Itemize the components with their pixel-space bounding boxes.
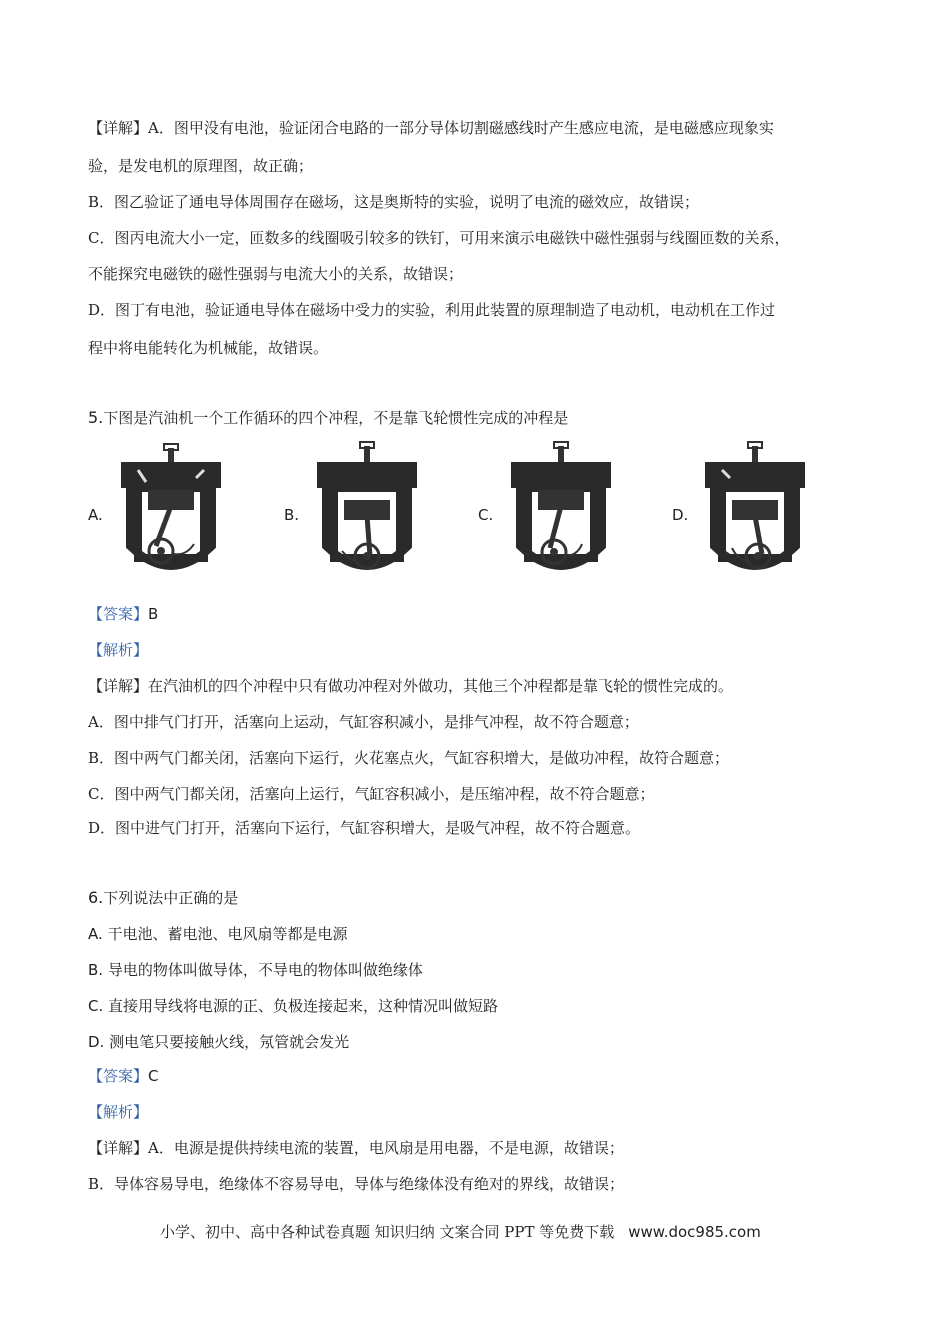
- q5-detail-b: B．图中两气门都关闭，活塞向下运行，火花塞点火，气缸容积增大，是做功冲程，故符合题意；: [88, 749, 730, 767]
- q5-number: 5.: [88, 408, 104, 427]
- q6-answer-label: 【答案】: [88, 1067, 149, 1085]
- engine-power-stroke-icon: [312, 436, 422, 581]
- q5-detail: 【详解】在汽油机的四个冲程中只有做功冲程对外做功，其他三个冲程都是靠飞轮的惯性完成的。: [88, 677, 734, 695]
- q4-detail-line-2: 验，是发电机的原理图，故正确；: [88, 157, 314, 175]
- q6-answer: 【答案】C: [88, 1067, 159, 1085]
- q6-detail-label: 【详解】: [88, 1139, 149, 1157]
- q6-detail-b: B．导体容易导电，绝缘体不容易导电，导体与绝缘体没有绝对的界线，故错误；: [88, 1175, 625, 1193]
- q6-analysis-label: 【解析】: [88, 1103, 149, 1121]
- q5-answer: 【答案】B: [88, 605, 159, 623]
- q5-stem: 5.下图是汽油机一个工作循环的四个冲程，不是靠飞轮惯性完成的冲程是: [88, 408, 569, 427]
- q6-stem: 6.下列说法中正确的是: [88, 888, 239, 907]
- engine-intake-stroke-icon: [700, 436, 810, 581]
- q5-option-d-label: D.: [672, 506, 689, 524]
- engine-compression-stroke-icon: [506, 436, 616, 581]
- q4-detail-line-5: 不能探究电磁铁的磁性强弱与电流大小的关系，故错误；: [88, 265, 464, 283]
- q6-option-a[interactable]: A. 干电池、蓄电池、电风扇等都是电源: [88, 925, 348, 943]
- q4-detail-line-4: C．图丙电流大小一定，匝数多的线圈吸引较多的铁钉，可用来演示电磁铁中磁性强弱与线圈匝数的关系，: [88, 229, 790, 247]
- q4-detail-line-6: D．图丁有电池，验证通电导体在磁场中受力的实验，利用此装置的原理制造了电动机，电动机在工作过: [88, 301, 776, 319]
- q4-detail-line-3: B．图乙验证了通电导体周围存在磁场，这是奥斯特的实验，说明了电流的磁效应，故错误；: [88, 193, 700, 211]
- q5-option-c[interactable]: [478, 436, 658, 586]
- page-footer: [160, 1221, 761, 1242]
- q4-detail-line-7: 程中将电能转化为机械能，故错误。: [88, 339, 329, 357]
- q6-option-b[interactable]: B. 导电的物体叫做导体，不导电的物体叫做绝缘体: [88, 961, 423, 979]
- q6-option-d[interactable]: D. 测电笔只要接触火线，氖管就会发光: [88, 1033, 350, 1051]
- q5-answer-label: 【答案】: [88, 605, 149, 623]
- q6-number: 6.: [88, 888, 104, 907]
- q5-option-a[interactable]: [88, 436, 268, 586]
- q6-detail-a: 【详解】A．电源是提供持续电流的装置，电风扇是用电器，不是电源，故错误；: [88, 1139, 624, 1157]
- q5-option-c-label: C.: [478, 506, 494, 524]
- engine-exhaust-stroke-icon: [116, 436, 226, 581]
- q6-option-c[interactable]: C. 直接用导线将电源的正、负极连接起来，这种情况叫做短路: [88, 997, 499, 1015]
- footer-link[interactable]: www.doc985.com: [628, 1223, 761, 1241]
- q4-detail-line-1: 【详解】A．图甲没有电池，验证闭合电路的一部分导体切割磁感线时产生感应电流，是电磁感应现象实: [88, 119, 774, 137]
- q5-option-d[interactable]: [672, 436, 852, 586]
- q5-option-b-label: B.: [284, 506, 300, 524]
- q5-analysis-label: 【解析】: [88, 641, 149, 659]
- q5-detail-c: C．图中两气门都关闭，活塞向上运行，气缸容积减小，是压缩冲程，故不符合题意；: [88, 785, 655, 803]
- footer-text: 小学、初中、高中各种试卷真题 知识归纳 文案合同 PPT 等免费下载: [160, 1223, 615, 1241]
- q5-detail-a: A．图中排气门打开，活塞向上运动，气缸容积减小，是排气冲程，故不符合题意；: [88, 713, 639, 731]
- q5-options: [88, 436, 868, 586]
- q4-detail-label: 【详解】: [88, 119, 149, 137]
- q5-option-b[interactable]: [284, 436, 464, 586]
- q5-option-a-label: A.: [88, 506, 103, 524]
- q5-detail-label: 【详解】: [88, 677, 149, 695]
- q5-detail-d: D．图中进气门打开，活塞向下运行，气缸容积增大，是吸气冲程，故不符合题意。: [88, 819, 641, 837]
